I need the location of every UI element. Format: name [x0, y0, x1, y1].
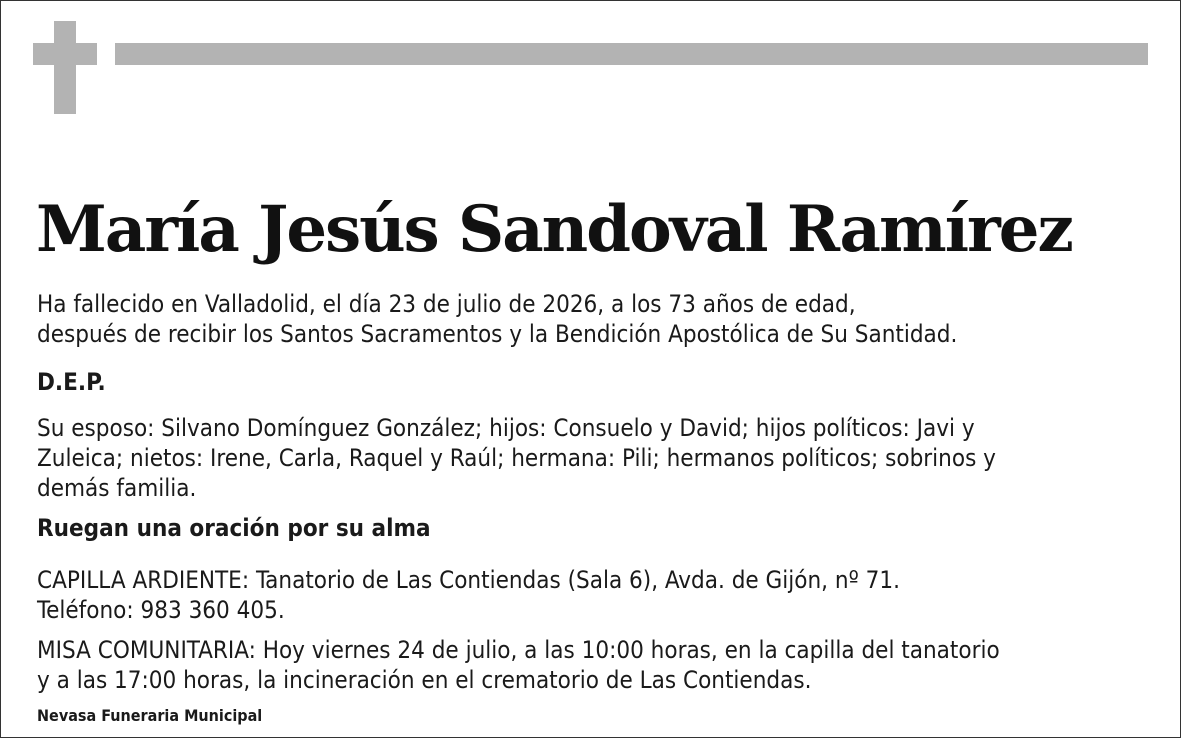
capilla-line-1: CAPILLA ARDIENTE: Tanatorio de Las Contiendas (Sala 6), Avda. de Gijón, nº 71.	[37, 566, 900, 594]
deceased-name: María Jesús Sandoval Ramírez	[36, 192, 1072, 267]
funeral-home-credit: Nevasa Funeraria Municipal	[37, 706, 263, 725]
header-rule	[115, 43, 1148, 65]
misa-line-2: y a las 17:00 horas, la incineración en el crematorio de Las Contiendas.	[37, 666, 812, 694]
intro-line-2: después de recibir los Santos Sacramentos y la Bendición Apostólica de Su Santidad.	[37, 320, 958, 348]
family-line-1: Su esposo: Silvano Domínguez González; hijos: Consuelo y David; hijos políticos: Javi y	[37, 414, 975, 442]
capilla-line-2: Teléfono: 983 360 405.	[37, 596, 285, 624]
family-line-2: Zuleica; nietos: Irene, Carla, Raquel y Raúl; hermana: Pili; hermanos políticos; sobrinos y	[37, 444, 996, 472]
dep-label: D.E.P.	[37, 368, 106, 396]
cross-vertical-beam	[54, 21, 76, 114]
prayer-request: Ruegan una oración por su alma	[37, 514, 431, 542]
intro-line-1: Ha fallecido en Valladolid, el día 23 de julio de 2026, a los 73 años de edad,	[37, 290, 856, 318]
family-line-3: demás familia.	[37, 474, 197, 502]
cross-horizontal-beam	[33, 43, 97, 65]
misa-line-1: MISA COMUNITARIA: Hoy viernes 24 de julio, a las 10:00 horas, en la capilla del tanatorio	[37, 636, 1000, 664]
